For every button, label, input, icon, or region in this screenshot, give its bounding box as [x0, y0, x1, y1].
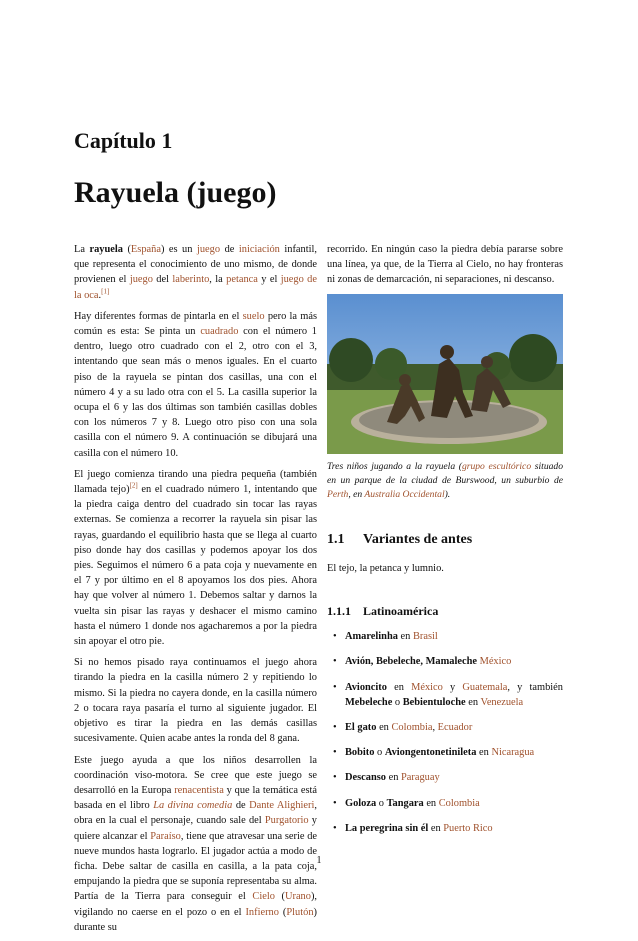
list-item: • Descanso en Paraguay	[327, 770, 563, 785]
photo-caption: Tres niños jugando a la rayuela (grupo escultórico situado en un parque de la ciudad de Burswood, un suburbio de Perth, en Australia Occidental).	[327, 460, 564, 500]
list-item: • Avión, Bebeleche, Mamaleche México	[327, 654, 563, 669]
sculpture-photo	[327, 294, 563, 454]
link-espana[interactable]: España	[130, 244, 161, 255]
page-number: 1	[316, 855, 322, 866]
link-cuadrado[interactable]: cuadrado	[200, 326, 239, 338]
link-colombia-2[interactable]: Colombia	[438, 797, 480, 809]
link-mexico[interactable]: México	[479, 656, 512, 668]
link-dante[interactable]: Dante Alighieri	[249, 800, 315, 812]
page-title: Rayuela (juego)	[74, 176, 277, 209]
list-item: • Amarelinha en Brasil	[327, 629, 563, 644]
link-paraguay[interactable]: Paraguay	[401, 772, 440, 784]
link-pluton[interactable]: Plutón	[286, 906, 314, 918]
link-juego[interactable]: juego	[196, 244, 221, 255]
link-australia-occidental[interactable]: Australia Occidental	[364, 488, 445, 500]
link-ecuador[interactable]: Ecuador	[437, 722, 473, 734]
link-perth[interactable]: Perth	[327, 488, 349, 500]
citation-1[interactable]: [1]	[101, 287, 110, 296]
chapter-heading: Capítulo 1	[74, 128, 173, 153]
link-purgatorio[interactable]: Purgatorio	[264, 815, 309, 827]
term-rayuela: rayuela	[89, 244, 123, 255]
subsection-heading-latinoamerica: 1.1.1 Latinoamérica	[327, 604, 439, 619]
link-petanca[interactable]: petanca	[226, 274, 258, 286]
link-grupo-escultorico[interactable]: grupo escultórico	[461, 460, 532, 472]
link-iniciacion[interactable]: iniciación	[238, 244, 280, 255]
paragraph-intro: La rayuela (España) es un juego de iniciación infantil, que representa el conocimiento de uno mismo, de donde provienen el juego del laberinto, la petanca y el juego de la oca.[1]	[74, 244, 317, 301]
variant-list	[327, 629, 563, 836]
list-item: • La peregrina sin él en Puerto Rico	[327, 821, 563, 836]
link-divina-comedia[interactable]: La divina comedia	[153, 800, 233, 812]
link-paraiso[interactable]: Paraíso	[150, 830, 181, 842]
link-nicaragua[interactable]: Nicaragua	[491, 747, 535, 759]
link-venezuela[interactable]: Venezuela	[480, 696, 524, 708]
link-suelo[interactable]: suelo	[242, 310, 265, 322]
link-laberinto[interactable]: laberinto	[172, 274, 210, 286]
paragraph-rules: El juego comienza tirando una piedra pequeña (también llamada tejo)[2] en el cuadrado número 1, intentando que la piedra caiga dentro del cuadrado sin tocar las rayas externas. Se comienza a recorrer la rayuela sin pisar las rayas, guardando el equilibrio hasta que se llega al cuarto piso donde hay dos casillas y podemos apoyar los dos pies. Seguimos el número 6 a pata coja y nuevamente en el 7 y por último en el 8 apoyamos los dos pies. Ahora hay que volver al número 1. Debemos saltar y darnos la vuelta sin pisar las rayas y deshacer el mismo camino hasta el número 1 donde nos agacharemos a por la piedra sin apoyar el otro pie.	[74, 468, 318, 648]
link-colombia[interactable]: Colombia	[391, 722, 433, 734]
paragraph-continue: Si no hemos pisado raya continuamos el juego ahora tirando la piedra en la casilla número 2 y repitiendo lo mismo. Si la piedra no cayera donde, en la casilla número 2 o tocara raya pasaría el turno al siguiente jugador. El objetivo es tirar la piedra en las demás casillas sucesivamente. Quien acabe antes la ronda del 8 gana.	[74, 657, 317, 745]
link-infierno[interactable]: Infierno	[245, 906, 279, 918]
link-brasil[interactable]: Brasil	[412, 631, 438, 643]
link-puerto-rico[interactable]: Puerto Rico	[443, 822, 493, 834]
link-renacentista[interactable]: renacentista	[174, 784, 224, 796]
left-column	[74, 242, 317, 941]
paragraph-continued: recorrido. En ningún caso la piedra debía pararse sobre una línea, ya que, de la Tierra al Cielo, no hay fronteras ni zonas de demarcación, ni separaciones, ni descanso.	[327, 244, 563, 286]
link-cielo[interactable]: Cielo	[252, 891, 275, 903]
link-urano[interactable]: Urano	[284, 891, 311, 903]
list-item: • El gato en Colombia, Ecuador	[327, 720, 563, 735]
link-juego-2[interactable]: juego	[129, 274, 153, 286]
link-guatemala[interactable]: Guatemala	[462, 681, 508, 693]
list-item: • Bobito o Aviongentonetinileta en Nicaragua	[327, 745, 563, 760]
paragraph-variantes: El tejo, la petanca y lumnio.	[327, 562, 444, 574]
section-heading-variantes: 1.1 Variantes de antes	[327, 531, 473, 547]
link-juego-de-la-oca[interactable]: juego de la oca	[74, 274, 317, 301]
right-column	[327, 242, 563, 846]
list-item: • Goloza o Tangara en Colombia	[327, 796, 563, 811]
paragraph-history: Este juego ayuda a que los niños desarrollen la coordinación viso-motora. Se cree que este juego se desarrolló en la Europa renacentista y que la temática está basada en el libro La divina comedia de Dante Alighieri, obra en la cual el personaje, cuando sale del Purgatorio y quiere alcanzar el Paraíso, tiene que atravesar una serie de nueve mundos hasta lograrlo. El jugador actúa a modo de ficha. Debe saltar de casilla en casilla, a la pata coja, empujando la piedra que se suponía representaba su alma. Partía de la Tierra para conseguir el Cielo (Urano), vigilando no caerse en el pozo o en el Infierno (Plutón) durante su	[74, 754, 318, 933]
list-item: • Avioncito en México y Guatemala, y también Mebeleche o Bebientuloche en Venezuela	[327, 680, 563, 710]
citation-2[interactable]: [2]	[129, 481, 138, 490]
link-mexico-2[interactable]: México	[411, 681, 443, 693]
paragraph-drawing: Hay diferentes formas de pintarla en el suelo pero la más común es esta: Se pinta un cuadrado con el número 1 dentro, luego otro cuadrado con el 2, otro con el 3, intentando que sean más o menos iguales. En el cuarto piso de la rayuela se pintan dos casillas, una con el número 4 y a su lado otra con el 5. La casilla superior la ocupa el 6 y las dos últimas son también casillas dobles con los números 7 y 8. Luego otro piso con una sola casilla con el número 9. A continuación se dibujará una casilla con el número 10.	[74, 310, 318, 459]
